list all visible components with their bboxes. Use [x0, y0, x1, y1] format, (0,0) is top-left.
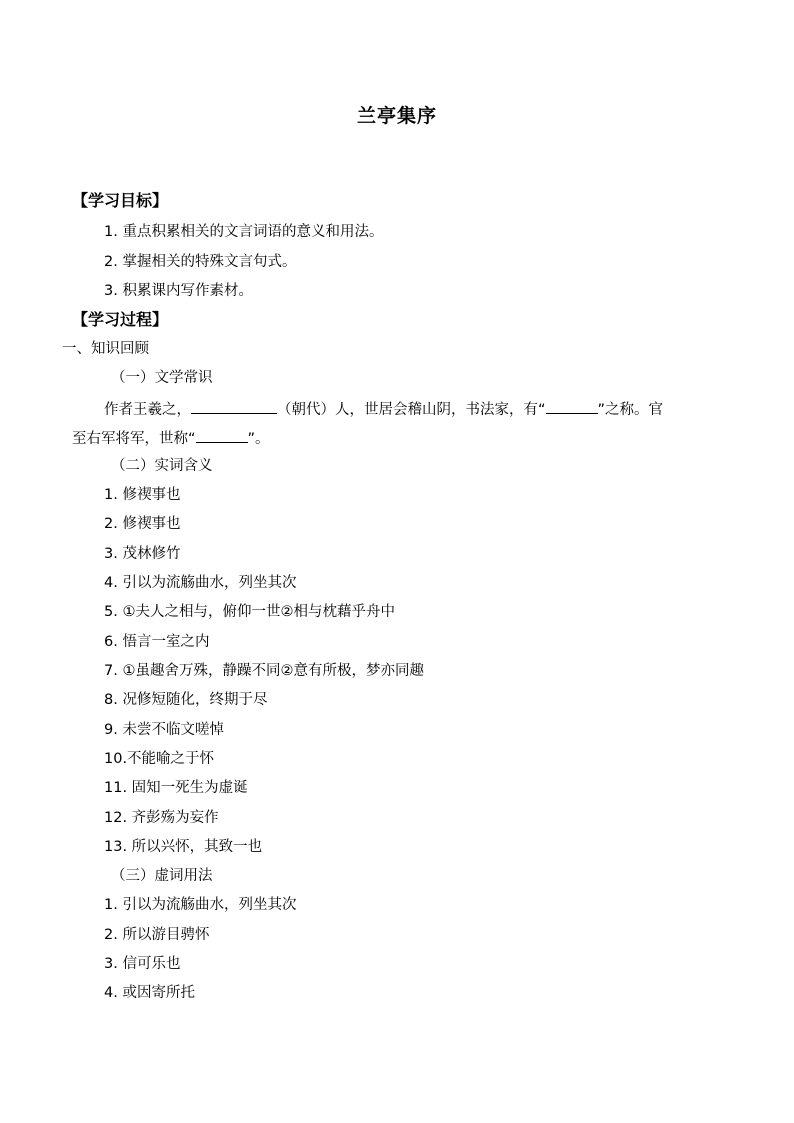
function-words-heading: （三）虚词用法 [111, 868, 213, 884]
content-word-item: 3. 茂林修竹 [104, 546, 181, 562]
goal-item: 2. 掌握相关的特殊文言句式。 [104, 254, 297, 270]
function-word-item: 1. 引以为流觞曲水，列坐其次 [104, 897, 297, 913]
alias-blank[interactable] [196, 427, 248, 443]
content-word-item: 4. 引以为流觞曲水，列坐其次 [104, 575, 297, 591]
goals-heading: 【学习目标】 [72, 191, 169, 210]
goal-item: 1. 重点积累相关的文言词语的意义和用法。 [104, 224, 384, 240]
content-word-item: 10.不能喻之于怀 [104, 751, 215, 767]
literature-paragraph-line1 [104, 398, 663, 420]
content-word-item: 13. 所以兴怀，其致一也 [104, 839, 263, 855]
content-word-item: 8. 况修短随化，终期于尽 [104, 692, 268, 708]
part-heading: 一、知识回顾 [62, 341, 149, 357]
function-word-item: 2. 所以游目骋怀 [104, 927, 210, 943]
literature-heading: （一）文学常识 [111, 370, 213, 386]
function-word-item: 4. 或因寄所托 [104, 985, 195, 1001]
literature-text-e: ”。 [247, 431, 270, 447]
literature-text-c: ”之称。官 [597, 402, 664, 418]
document-title: 兰亭集序 [356, 105, 437, 127]
literature-paragraph-line2 [72, 427, 270, 449]
content-word-item: 5. ①夫人之相与，俯仰一世②相与枕藉乎舟中 [104, 604, 395, 620]
process-heading: 【学习过程】 [72, 310, 169, 329]
content-word-item: 12. 齐彭殇为妄作 [104, 810, 219, 826]
title-blank[interactable] [546, 398, 598, 414]
content-word-item: 7. ①虽趣舍万殊，静躁不同②意有所极，梦亦同趣 [104, 663, 424, 679]
dynasty-blank[interactable] [191, 398, 277, 414]
literature-text-a: 作者王羲之， [104, 402, 191, 418]
literature-text-b: （朝代）人，世居会稽山阴，书法家，有“ [277, 402, 546, 418]
goal-item: 3. 积累课内写作素材。 [104, 283, 253, 299]
content-words-heading: （二）实词含义 [111, 458, 213, 474]
function-word-item: 3. 信可乐也 [104, 956, 181, 972]
content-word-item: 1. 修禊事也 [104, 487, 181, 503]
literature-text-d: 至右军将军，世称“ [72, 431, 196, 447]
content-word-item: 2. 修禊事也 [104, 516, 181, 532]
content-word-item: 9. 未尝不临文嗟悼 [104, 722, 224, 738]
content-word-item: 6. 悟言一室之内 [104, 634, 210, 650]
content-word-item: 11. 固知一死生为虚诞 [104, 780, 248, 796]
